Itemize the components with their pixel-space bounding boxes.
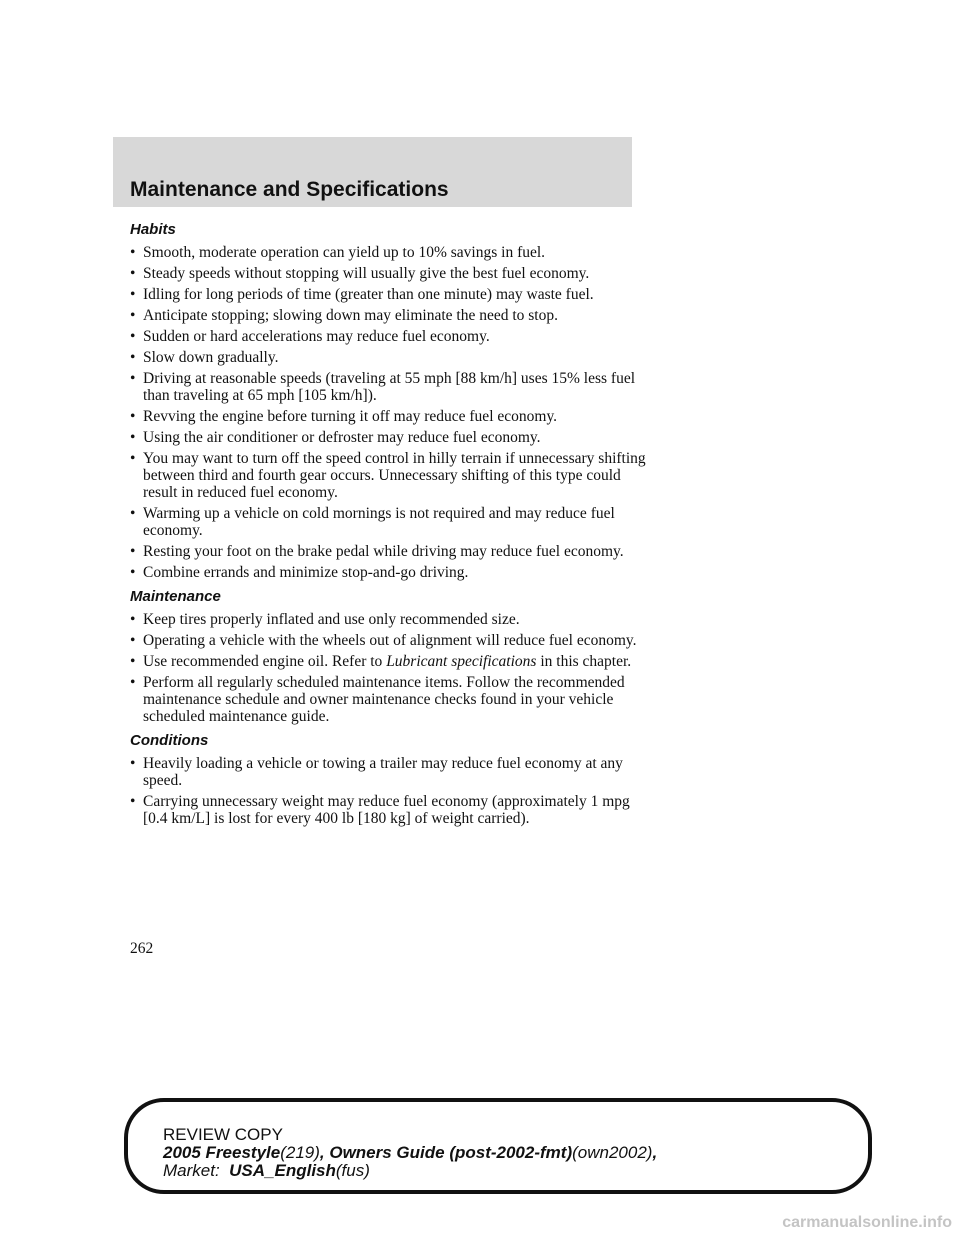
list-item: • Carrying unnecessary weight may reduce fuel economy (approximately 1 mpg [0.4 km/L] is lost for every 400 lb [180 kg] of weight carried). [130, 793, 630, 827]
bullet-icon: • [130, 349, 136, 366]
bullet-icon: • [130, 429, 136, 446]
subheading-habits: Habits [130, 221, 176, 238]
bullet-icon: • [130, 450, 136, 467]
bullet-icon: • [130, 370, 136, 387]
conditions-list [130, 755, 650, 827]
review-copy-stamp [163, 1126, 657, 1180]
page-content [130, 220, 650, 831]
bullet-icon: • [130, 543, 136, 560]
list-item: • Warming up a vehicle on cold mornings is not required and may reduce fuel economy. [130, 505, 615, 539]
list-item: • Using the air conditioner or defroster may reduce fuel economy. [130, 429, 541, 446]
list-item: • Revving the engine before turning it off may reduce fuel economy. [130, 408, 558, 425]
bullet-icon: • [130, 793, 136, 810]
list-item: • You may want to turn off the speed control in hilly terrain if unnecessary shifting between third and fourth gear occurs. Unnecessary shifting of this type could result in reduced fuel economy. [130, 450, 646, 501]
list-item: • Resting your foot on the brake pedal while driving may reduce fuel economy. [130, 543, 624, 560]
bullet-icon: • [130, 307, 136, 324]
page-number: 262 [130, 940, 154, 957]
list-item: • Idling for long periods of time (greater than one minute) may waste fuel. [130, 286, 594, 303]
subheading-conditions: Conditions [130, 732, 209, 749]
bullet-icon: • [130, 674, 136, 691]
bullet-icon: • [130, 408, 136, 425]
list-item: • Perform all regularly scheduled maintenance items. Follow the recommended maintenance schedule and owner maintenance checks found in your vehicle scheduled maintenance guide. [130, 674, 625, 725]
bullet-icon: • [130, 755, 136, 772]
list-item: • Slow down gradually. [130, 349, 279, 366]
list-item: • Operating a vehicle with the wheels out of alignment will reduce fuel economy. [130, 632, 637, 649]
bullet-icon: • [130, 328, 136, 345]
list-item: • Sudden or hard accelerations may reduce fuel economy. [130, 328, 490, 345]
list-item: • Smooth, moderate operation can yield up to 10% savings in fuel. [130, 244, 546, 261]
review-copy-market-line: Market: USA_English(fus) [163, 1161, 370, 1180]
review-copy-product-line: 2005 Freestyle(219), Owners Guide (post-2002-fmt)(own2002), [163, 1143, 658, 1162]
maintenance-list [130, 611, 650, 725]
list-item: • Driving at reasonable speeds (traveling at 55 mph [88 km/h] uses 15% less fuel than traveling at 65 mph [105 km/h]). [130, 370, 636, 404]
list-item: • Heavily loading a vehicle or towing a trailer may reduce fuel economy at any speed. [130, 755, 623, 789]
bullet-icon: • [130, 505, 136, 522]
cross-reference-link: Lubricant specifications [386, 653, 537, 670]
bullet-icon: • [130, 632, 136, 649]
site-watermark: carmanualsonline.info [782, 1214, 952, 1231]
bullet-icon: • [130, 653, 136, 670]
page-section-title: Maintenance and Specifications [130, 178, 449, 201]
subheading-maintenance: Maintenance [130, 588, 221, 605]
habits-list [130, 244, 650, 581]
bullet-icon: • [130, 265, 136, 282]
bullet-icon: • [130, 244, 136, 261]
list-item: • Combine errands and minimize stop-and-go driving. [130, 564, 469, 581]
bullet-icon: • [130, 286, 136, 303]
list-item: • Steady speeds without stopping will usually give the best fuel economy. [130, 265, 590, 282]
bullet-icon: • [130, 611, 136, 628]
bullet-icon: • [130, 564, 136, 581]
review-copy-label: REVIEW COPY [163, 1125, 283, 1144]
list-item: • Anticipate stopping; slowing down may eliminate the need to stop. [130, 307, 558, 324]
list-item: • Use recommended engine oil. Refer to Lubricant specifications in this chapter. [130, 653, 632, 670]
list-item: • Keep tires properly inflated and use only recommended size. [130, 611, 520, 628]
